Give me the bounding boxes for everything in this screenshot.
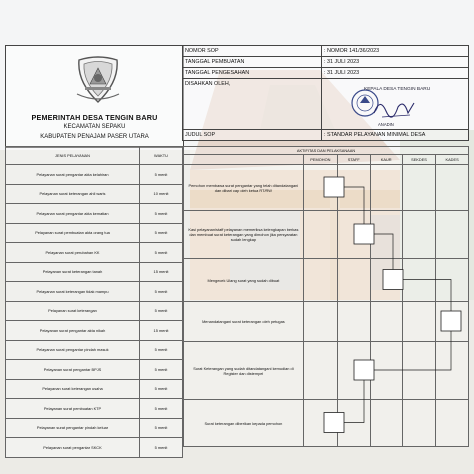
actor-cell [370,259,402,302]
actor-pemohon: PEMOHON [303,155,337,165]
info-label: JUDUL SOP [183,130,322,141]
service-time: 5 menit [140,165,183,185]
actor-staff: STAFF [337,155,370,165]
regency-name: KABUPATEN PENAJAM PASER UTARA [40,134,149,140]
service-name: Pelayanan surat pengantar pindah masuk [6,340,140,360]
service-time: 5 menit [140,340,183,360]
activity-row [184,400,469,447]
service-name: Pelayanan surat keterangan tidak mampu [6,282,140,302]
service-name: Pelayanan surat keterangan usaha [6,379,140,399]
info-value: : STANDAR PELAYANAN MINIMAL DESA [322,130,469,141]
service-time: 5 menit [140,360,183,380]
actor-cell [370,400,402,447]
actor-cell [337,302,370,342]
signature-mark [372,95,417,121]
service-row [6,360,183,380]
activity-text: Kasi pelayanan/staff pelayanan memeriksa kelengkapan berkas dan membuat surat keterangan yang dimohon jika persyaratan sudah lengkap [184,211,304,259]
service-time: 5 menit [140,438,183,458]
service-name: Pelayanan surat pengantar akta nikah [6,321,140,341]
service-name: Pelayanan surat pembuatan KTP [6,399,140,419]
info-row-approved-date [183,68,469,79]
official-stamp [350,85,431,131]
actor-cell [370,165,402,211]
service-name: Pelayanan surat keterangan tanah [6,262,140,282]
actor-kaur: KAUR [370,155,402,165]
org-title: PEMERINTAH DESA TENGIN BARU [31,113,158,122]
activity-title-row [184,147,469,155]
activity-row [184,211,469,259]
stamp-title: KEPALA DESA TENGIN BARU [364,87,431,92]
service-row [6,438,183,458]
activity-row [184,302,469,342]
info-row-created [183,57,469,68]
actor-cell [436,211,469,259]
service-row [6,379,183,399]
service-name: Pelayanan surat perubahan KK [6,243,140,263]
service-time: 10 menit [140,184,183,204]
service-row [6,262,183,282]
activity-table [183,146,469,447]
actor-cell [337,400,370,447]
actor-cell [402,400,435,447]
service-time: 5 menit [140,301,183,321]
service-row [6,184,183,204]
activity-text: Mengecek Ulang surat yang sudah dibuat [184,259,304,302]
activity-column-blank [184,155,304,165]
activity-text: Surat Keterangan yang sudah ditandatangani kemudian di Register dan distempel [184,342,304,400]
actor-cell [337,342,370,400]
actor-cell [436,259,469,302]
service-name: Pelayanan surat pembuatan akta orang tua [6,223,140,243]
service-time: 5 menit [140,379,183,399]
actor-cell [303,400,337,447]
district-name: KECAMATAN SEPAKU [63,124,126,130]
service-time: 5 menit [140,399,183,419]
info-label: NOMOR SOP [183,46,322,57]
info-row-title [183,130,469,141]
activity-row [184,342,469,400]
activity-row [184,259,469,302]
actor-cell [436,342,469,400]
actor-cell [402,211,435,259]
service-name: Pelayanan surat pengantar akta kelahiran [6,165,140,185]
actor-cell [402,302,435,342]
actor-header-row [184,155,469,165]
activity-text: Pemohon membawa surat pengantar yang telah ditandatangani dan dibari cap oleh ketua RT/RW [184,165,304,211]
sop-info-table [182,45,469,141]
actor-cell [337,211,370,259]
service-row [6,223,183,243]
service-row [6,340,183,360]
activity-text: Surat keterangan diberikan kepada pemohon [184,400,304,447]
service-time: 5 menit [140,418,183,438]
regency-emblem-icon [73,54,123,106]
info-value: : NOMOR 141/36/2023 [322,46,469,57]
service-name: Pelayanan surat keterangan [6,301,140,321]
info-label: TANGGAL PEMBUATAN [183,57,322,68]
col-header-service: JENIS PELAYANAN [6,147,140,165]
actor-cell [303,259,337,302]
actor-cell [436,400,469,447]
actor-cell [402,259,435,302]
services-header-row [6,147,183,165]
info-label: DISAHKAN OLEH, [183,79,322,130]
service-name: Pelayanan surat keterangan ahli waris [6,184,140,204]
service-row [6,399,183,419]
service-row [6,204,183,224]
service-time: 15 menit [140,262,183,282]
info-value: : 31 JULI 2023 [322,68,469,79]
activity-title: AKTIFITAS DAN PELAKSANAAN [184,147,469,155]
actor-cell [402,342,435,400]
service-row [6,165,183,185]
services-table [5,146,183,458]
service-time: 5 menit [140,243,183,263]
service-time: 5 menit [140,204,183,224]
service-row [6,301,183,321]
actor-cell [303,342,337,400]
actor-cell [337,259,370,302]
actor-sekdes: SEKDES [402,155,435,165]
actor-cell [337,165,370,211]
service-name: Pelayanan surat pengantar pindah keluar [6,418,140,438]
actor-cell [370,302,402,342]
activity-row [184,165,469,211]
actor-cell [303,302,337,342]
info-row-number [183,46,469,57]
info-value: : 31 JULI 2023 [322,57,469,68]
col-header-time: WAKTU [140,147,183,165]
service-name: Pelayanan surat pengantar akta kematian [6,204,140,224]
service-row [6,418,183,438]
service-name: Pelayanan surat pengantar SKCK [6,438,140,458]
service-row [6,243,183,263]
actor-cell [303,165,337,211]
actor-cell [402,165,435,211]
actor-cell [370,342,402,400]
activity-text: Menandatangani surat keterangan oleh petugas [184,302,304,342]
actor-cell [370,211,402,259]
actor-cell [303,211,337,259]
actor-cell [436,302,469,342]
org-header [5,45,184,148]
stamp-signer: ANADIN [378,122,394,127]
service-name: Pelayanan surat pengantar BPJS [6,360,140,380]
service-time: 15 menit [140,321,183,341]
service-row [6,282,183,302]
service-row [6,321,183,341]
info-label: TANGGAL PENGESAHAN [183,68,322,79]
service-time: 5 menit [140,223,183,243]
actor-cell [436,165,469,211]
service-time: 5 menit [140,282,183,302]
actor-kades: KADES [436,155,469,165]
